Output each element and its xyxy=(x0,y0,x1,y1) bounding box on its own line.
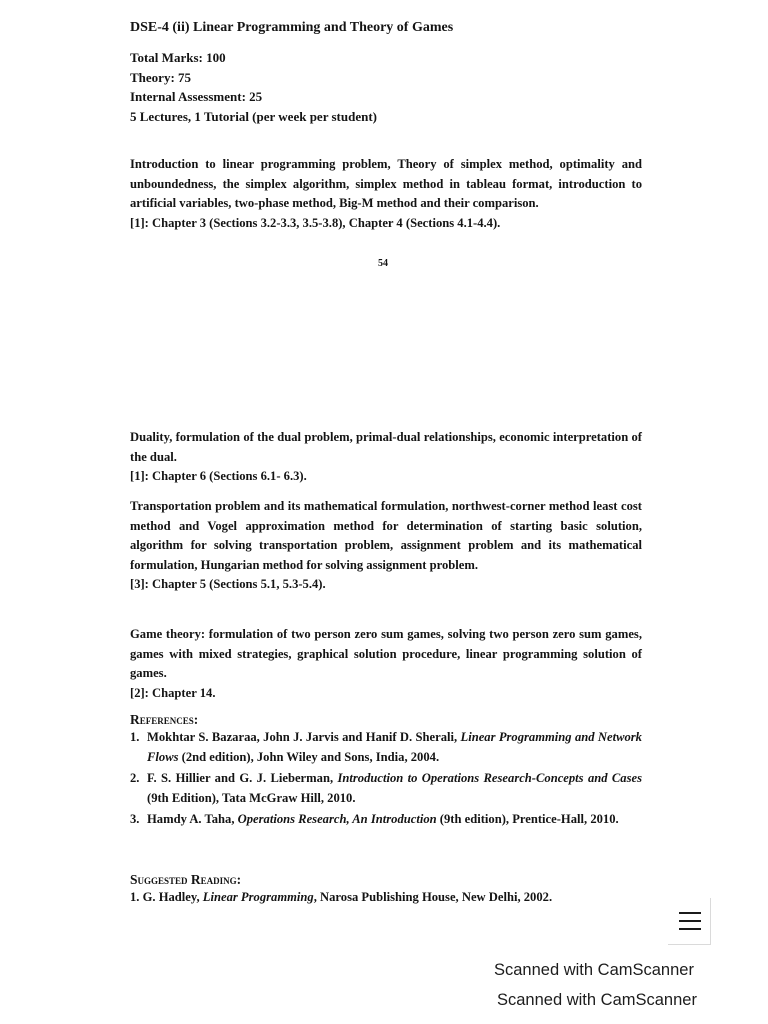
camscanner-watermark: Scanned with CamScanner xyxy=(494,961,694,979)
menu-bar-middle xyxy=(679,920,701,922)
suggested-number: 1. xyxy=(130,890,140,904)
unit-1-reference: [1]: Chapter 3 (Sections 3.2-3.3, 3.5-3.8), Chapter 4 (Sections 4.1-4.4). xyxy=(130,215,501,230)
lectures-info: 5 Lectures, 1 Tutorial (per week per student) xyxy=(130,108,377,124)
reference-item xyxy=(130,728,642,767)
unit-4-reference: [2]: Chapter 14. xyxy=(130,685,216,700)
references-list xyxy=(130,728,642,830)
suggested-reading-section xyxy=(130,872,642,908)
suggested-reading-heading: Suggested Reading: xyxy=(130,872,242,887)
suggested-publication: , Narosa Publishing House, New Delhi, 2002. xyxy=(313,890,553,904)
reference-item xyxy=(130,810,642,830)
unit-2 xyxy=(130,428,642,487)
course-title: DSE-4 (ii) Linear Programming and Theory of Games xyxy=(130,20,454,35)
unit-4 xyxy=(130,625,642,703)
reference-item xyxy=(130,769,642,808)
reference-number: 3. xyxy=(130,812,140,826)
unit-1-text: Introduction to linear programming problem, Theory of simplex method, optimality and unboundedness, the simplex algorithm, simplex method in tableau format, introduction to artificial variables, two-phase method, Big-M method and their comparison. xyxy=(130,157,642,210)
menu-bar-top xyxy=(679,912,701,914)
internal-assessment: Internal Assessment: 25 xyxy=(130,89,263,104)
theory-marks: Theory: 75 xyxy=(130,69,192,85)
unit-3-text: Transportation problem and its mathematical formulation, northwest-corner method least cost method and Vogel approximation method for determination of starting basic solution, algorithm for solving transportation problem, assignment problem and its mathematical formulation, Hungarian method for solving assignment problem. xyxy=(130,499,642,572)
reference-authors: F. S. Hillier and G. J. Lieberman, xyxy=(147,771,334,785)
reference-title: Introduction to Operations Research-Concepts and Cases xyxy=(337,771,642,785)
total-marks: Total Marks: 100 xyxy=(130,50,226,65)
reference-publication: (9th Edition), Tata McGraw Hill, 2010. xyxy=(147,790,356,805)
reference-number: 2. xyxy=(130,771,140,785)
camscanner-watermark: Scanned with CamScanner xyxy=(497,991,697,1009)
reference-publication: (2nd edition), John Wiley and Sons, India, 2004. xyxy=(181,749,440,764)
unit-2-reference: [1]: Chapter 6 (Sections 6.1- 6.3). xyxy=(130,469,307,483)
unit-1 xyxy=(130,155,642,233)
menu-bar-bottom xyxy=(679,928,701,930)
suggested-reading-item xyxy=(130,888,642,908)
references-heading: References: xyxy=(130,712,199,727)
reference-publication: (9th edition), Prentice-Hall, 2010. xyxy=(439,812,619,826)
unit-3 xyxy=(130,497,642,595)
unit-3-reference: [3]: Chapter 5 (Sections 5.1, 5.3-5.4). xyxy=(130,577,326,591)
reference-title: Operations Research, An Introduction xyxy=(237,812,437,826)
suggested-author: G. Hadley, xyxy=(142,890,200,904)
references-section xyxy=(130,712,642,832)
unit-4-text: Game theory: formulation of two person zero sum games, solving two person zero sum games, games with mixed strategies, graphical solution procedure, linear programming solution of games. xyxy=(130,627,642,680)
reference-authors: Mokhtar S. Bazaraa, John J. Jarvis and Hanif D. Sherali, xyxy=(147,730,458,744)
page-number: 54 xyxy=(378,258,388,269)
reference-number: 1. xyxy=(130,730,140,744)
hamburger-menu-icon[interactable] xyxy=(668,898,711,945)
suggested-title: Linear Programming xyxy=(202,890,314,904)
unit-2-text: Duality, formulation of the dual problem, primal-dual relationships, economic interpretation of the dual. xyxy=(130,430,642,464)
reference-title: Linear Programming and Network Flows xyxy=(147,730,642,764)
marks-block xyxy=(130,48,642,126)
reference-authors: Hamdy A. Taha, xyxy=(147,812,235,826)
